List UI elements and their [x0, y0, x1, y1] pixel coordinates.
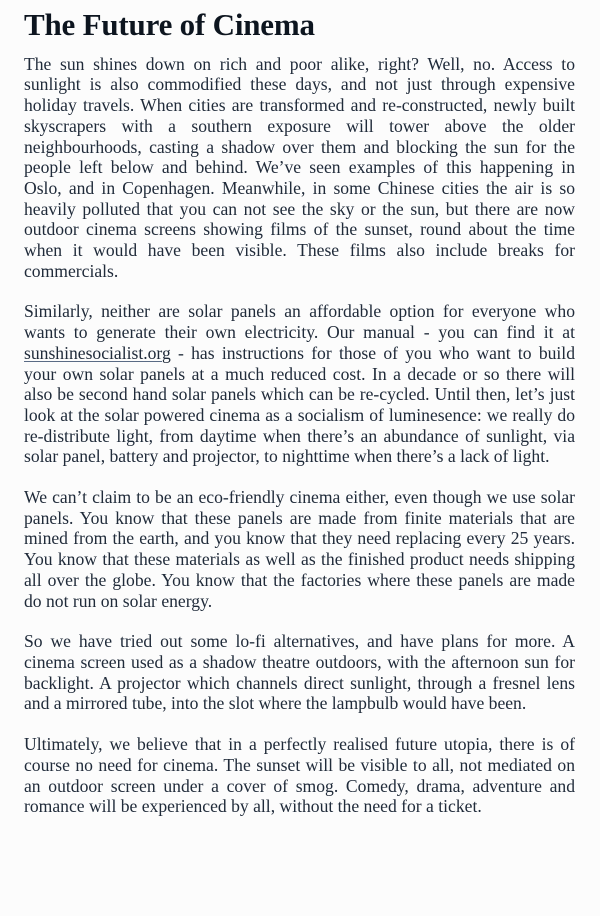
paragraph-future-utopia: Ultimately, we believe that in a perfectly realised future utopia, there is of course no need for cinema. The sunset will be visible to all, not mediated on an outdoor screen under a cover of smog. Comedy, drama, adventure and romance will be experienced by all, without the need for a ticket. [24, 734, 575, 817]
paragraph-solar-panels [24, 301, 575, 467]
paragraph-lofi-alternatives: So we have tried out some lo-fi alternatives, and have plans for more. A cinema screen used as a shadow theatre outdoors, with the afternoon sun for backlight. A projector which channels direct sunlight, through a fresnel lens and a mirrored tube, into the slot where the lampbulb would have been. [24, 631, 575, 714]
paragraph-solar-panels-before-link: Similarly, neither are solar panels an affordable option for everyone who wants to generate their own electricity. Our manual - you can find it at [24, 301, 575, 343]
page-title: The Future of Cinema [24, 7, 315, 42]
paragraph-sun-shines: The sun shines down on rich and poor alike, right? Well, no. Access to sunlight is also commodified these days, and not just through expensive holiday travels. When cities are transformed and re-constructed, newly built skyscrapers with a southern exposure will tower above the older neighbourhoods, casting a shadow over them and blocking the sun for the people left below and behind. We’ve seen examples of this happening in Oslo, and in Copenhagen. Meanwhile, in some Chinese cities the air is so heavily polluted that you can not see the sky or the sun, but there are now outdoor cinema screens showing films of the sunset, round about the time when it would have been visible. These films also include breaks for commercials. [24, 53, 575, 281]
paragraph-solar-panels-after-link: - has instructions for those of you who want to build your own solar panels at a much reduced cost. In a decade or so there will also be second hand solar panels which can be re-cycled. Until then, let’s just look at the solar powered cinema as a socialism of luminesence: we really do re-distribute light, from daytime when there’s an abundance of sunlight, via solar panel, battery and projector, to nighttime when there’s a lack of light. [24, 342, 575, 467]
paragraph-eco-friendly: We can’t claim to be an eco-friendly cinema either, even though we use solar panels. You know that these panels are made from finite materials that are mined from the earth, and you know that they need replacing every 25 years. You know that these materials as well as the finished product needs shipping all over the globe. You know that the factories where these panels are made do not run on solar energy. [24, 487, 575, 611]
sunshinesocialist-link[interactable]: sunshinesocialist.org [24, 342, 171, 363]
